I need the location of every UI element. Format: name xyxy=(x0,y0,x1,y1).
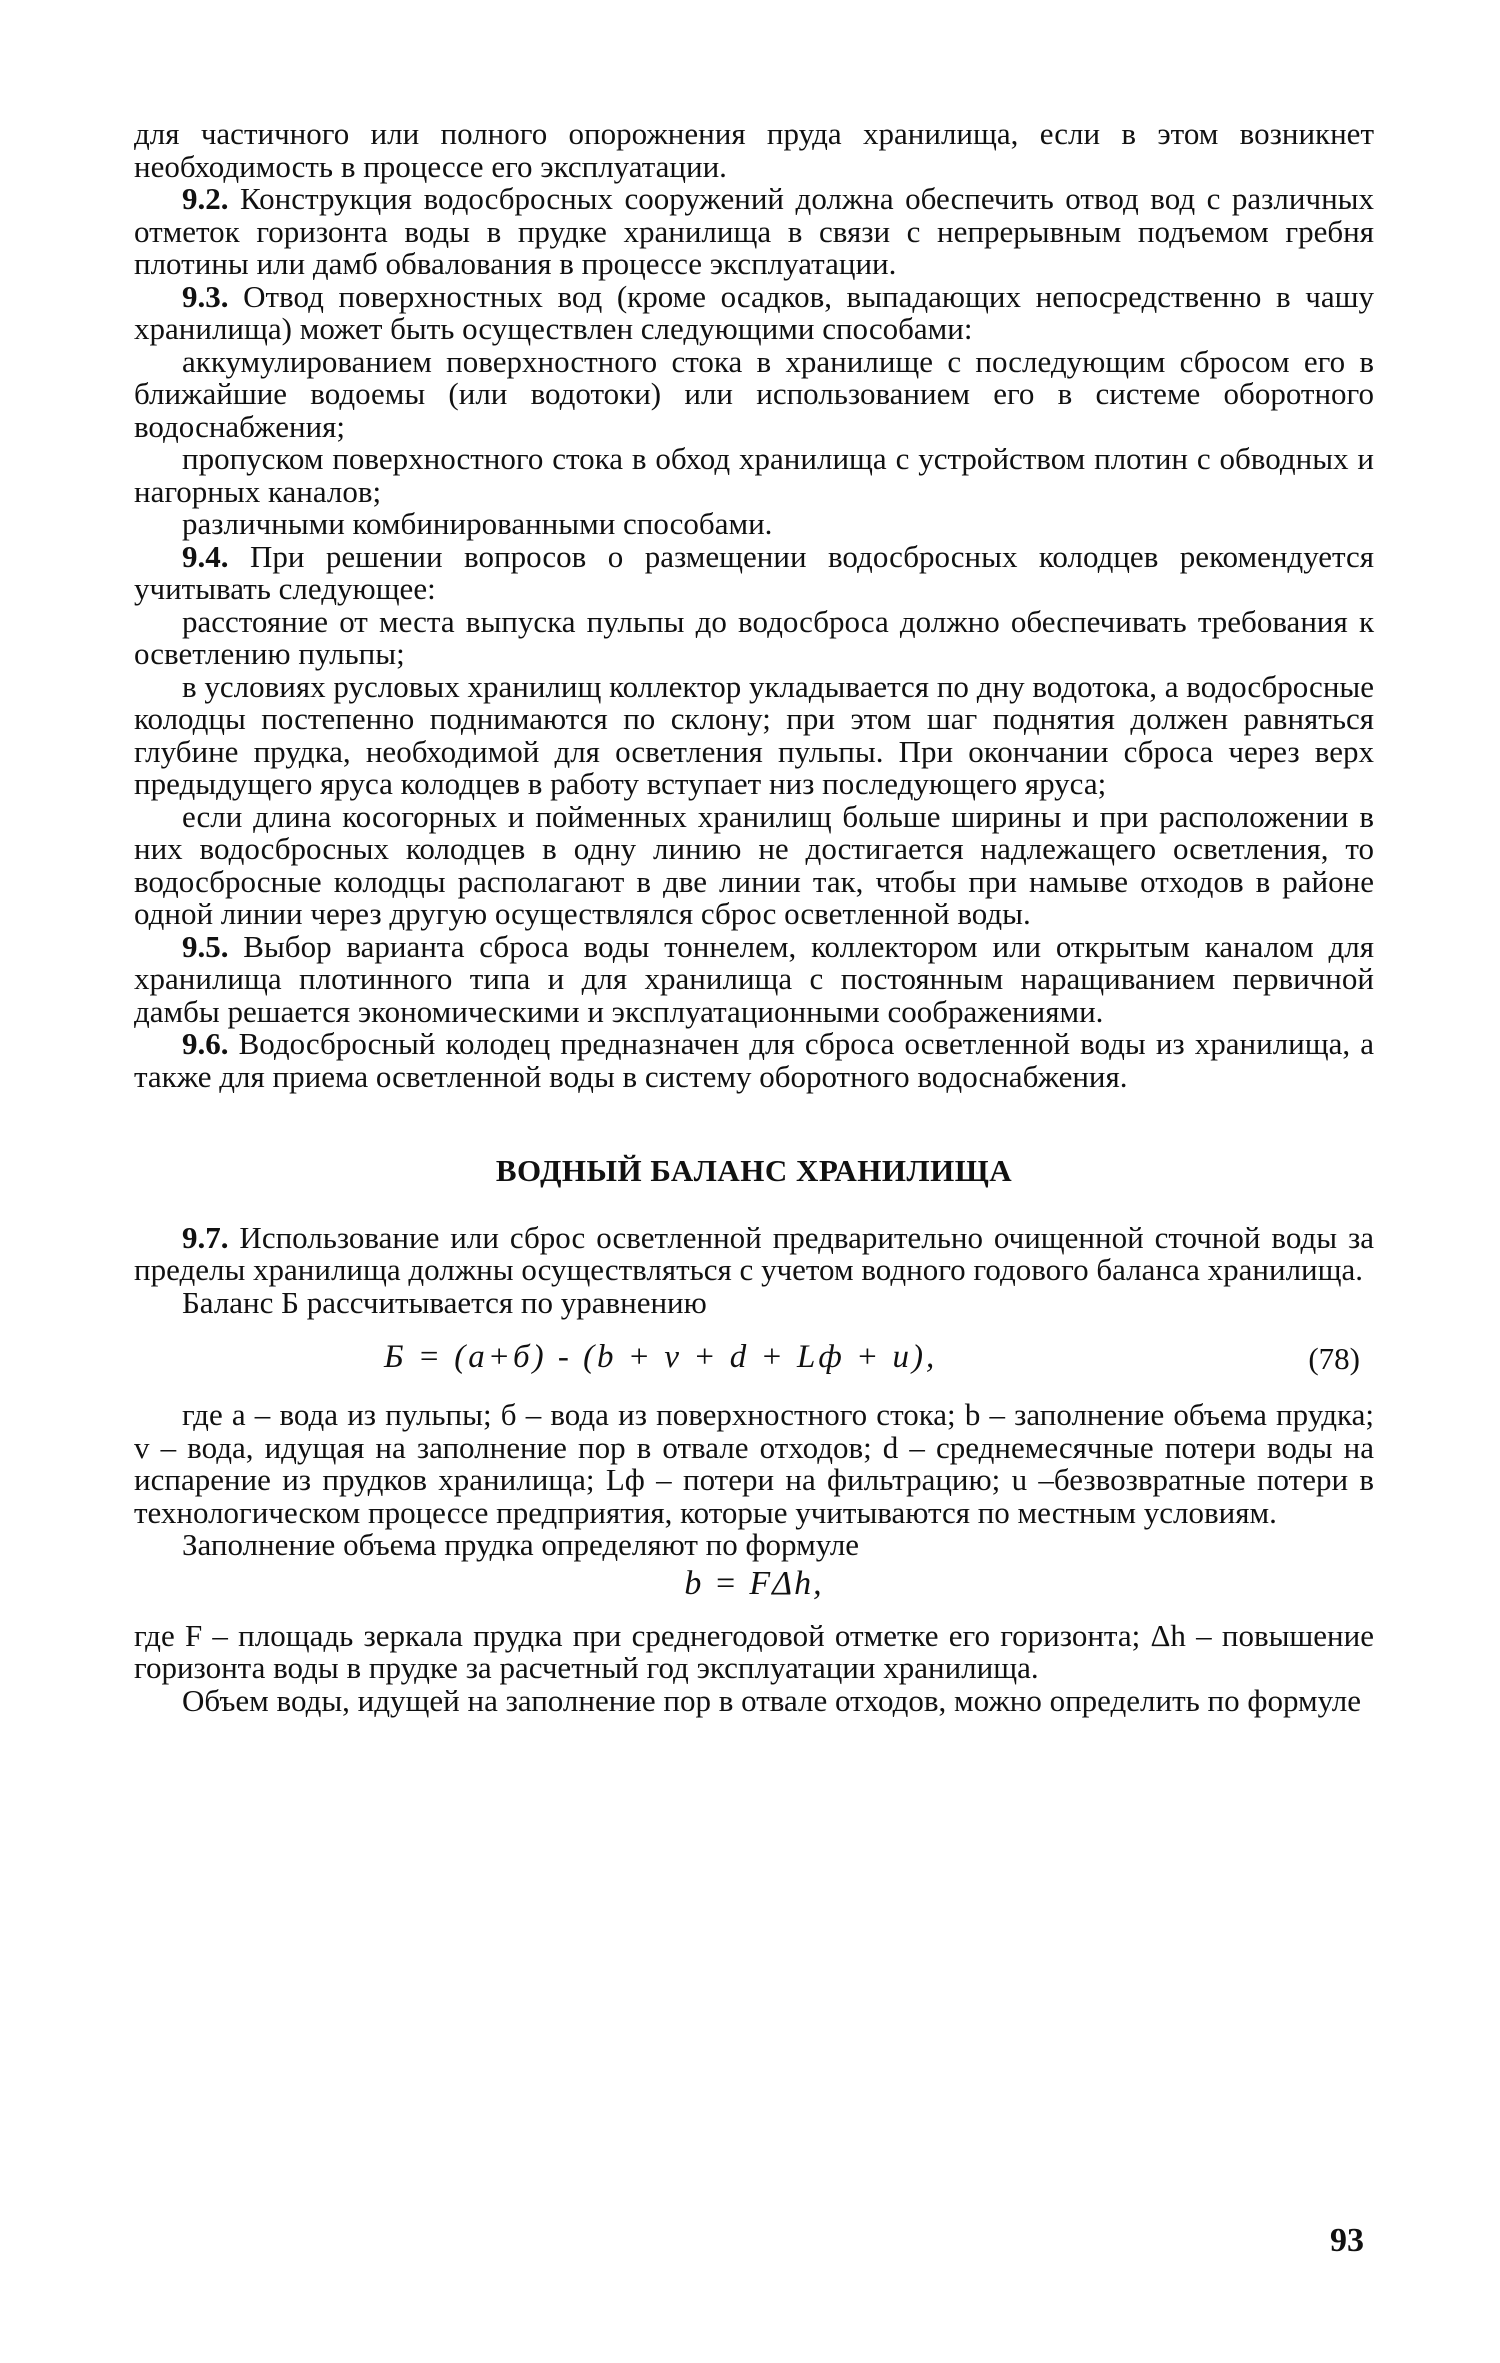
section-heading: ВОДНЫЙ БАЛАНС ХРАНИЛИЩА xyxy=(495,1153,1013,1188)
paragraph-9-7 xyxy=(134,1219,1374,1287)
paragraph: пропуском поверхностного стока в обход хранилища с устройством плотин с обводных и нагорных каналов; xyxy=(134,441,1374,509)
paragraph-text: Отвод поверхностных вод (кроме осадков, выпадающих непосредственно в чашу хранилища) может быть осуществлен следующими способами: xyxy=(134,278,1374,346)
clause-number: 9.2. xyxy=(182,181,229,216)
page-number: 93 xyxy=(1330,2222,1364,2259)
clause-number: 9.6. xyxy=(182,1026,229,1061)
paragraph-9-6 xyxy=(134,1028,1374,1093)
paragraph-text: Выбор варианта сброса воды тоннелем, коллектором или открытым каналом для хранилища плотинного типа и для хранилища с постоянным наращиванием первичной дамбы решается экономическими и эксплуатационными соображениями. xyxy=(134,928,1374,1029)
equation-legend: где F – площадь зеркала прудка при среднегодовой отметке его горизонта; Δh – повышение горизонта воды в прудке за расчетный год эксплуатации хранилища. xyxy=(134,1617,1374,1685)
paragraph-9-3 xyxy=(134,278,1374,346)
paragraph-9-2 xyxy=(134,183,1374,281)
fill-volume-equation: b = FΔh, xyxy=(684,1564,824,1602)
paragraph: Баланс Б рассчитывается по уравнению xyxy=(182,1284,707,1320)
paragraph: расстояние от места выпуска пульпы до водосброса должно обеспечивать требования к осветлению пульпы; xyxy=(134,603,1374,671)
clause-number: 9.3. xyxy=(182,278,229,314)
paragraph-text: При решении вопросов о размещении водосбросных колодцев рекомендуется учитывать следующее: xyxy=(134,538,1374,606)
page-text xyxy=(134,118,1374,1717)
equation-number: (78) xyxy=(1308,1341,1360,1376)
clause-number: 9.7. xyxy=(182,1219,229,1255)
paragraph: для частичного или полного опорожнения пруда хранилища, если в этом возникнет необходимость в процессе его эксплуатации. xyxy=(134,116,1374,184)
equation-expression: Б = (а+б) - (b + v + d + Lф + u), xyxy=(384,1339,938,1375)
paragraph: различными комбинированными способами. xyxy=(182,506,773,541)
paragraph-text: Водосбросный колодец предназначен для сброса осветленной воды из хранилища, а также для приема осветленной воды в систему оборотного водоснабжения. xyxy=(134,1026,1374,1094)
clause-number: 9.5. xyxy=(182,928,229,964)
equation-legend: где а – вода из пульпы; б – вода из поверхностного стока; b – заполнение объема прудка; v – вода, идущая на заполнение пор в отвале отходов; d – среднемесячные потери воды на испарение из прудков хранилища; Lф – потери на фильтрацию; u –безвозвратные потери в технологическом процессе предприятия, которые учитываются по местным условиям. xyxy=(134,1397,1374,1530)
paragraph: в условиях русловых хранилищ коллектор укладывается по дну водотока, а водосбросные колодцы постепенно поднимаются по склону; при этом шаг поднятия должен равняться глубине прудка, необходимой для осветления пульпы. При окончании сброса через верх предыдущего яруса колодцев в работу вступает низ последующего яруса; xyxy=(134,668,1374,801)
clause-number: 9.4. xyxy=(182,538,229,574)
paragraph: если длина косогорных и пойменных хранилищ больше ширины и при расположении в них водосбросных колодцев в одну линию не достигается надлежащего осветления, то водосбросные колодцы располагают в две линии так, чтобы при намыве отходов в районе одной линии через другую осуществлялся сброс осветленной воды. xyxy=(134,798,1374,931)
balance-equation xyxy=(134,1329,1374,1391)
paragraph-text: Использование или сброс осветленной предварительно очищенной сточной воды за пределы хранилища должны осуществляться с учетом водного годового баланса хранилища. xyxy=(134,1219,1374,1287)
paragraph-9-4 xyxy=(134,538,1374,606)
paragraph: аккумулированием поверхностного стока в хранилище с последующим сбросом его в ближайшие водоемы (или водотоки) или использованием его в системе оборотного водоснабжения; xyxy=(134,343,1374,444)
paragraph-text: Конструкция водосбросных сооружений должна обеспечить отвод вод с различных отметок горизонта воды в прудке хранилища в связи с непрерывным подъемом гребня плотины или дамб обвалования в процессе эксплуатации. xyxy=(134,181,1374,281)
paragraph: Объем воды, идущей на заполнение пор в отвале отходов, можно определить по формуле xyxy=(182,1682,1361,1718)
paragraph: Заполнение объема прудка определяют по формуле xyxy=(182,1527,860,1562)
paragraph-9-5 xyxy=(134,928,1374,1029)
